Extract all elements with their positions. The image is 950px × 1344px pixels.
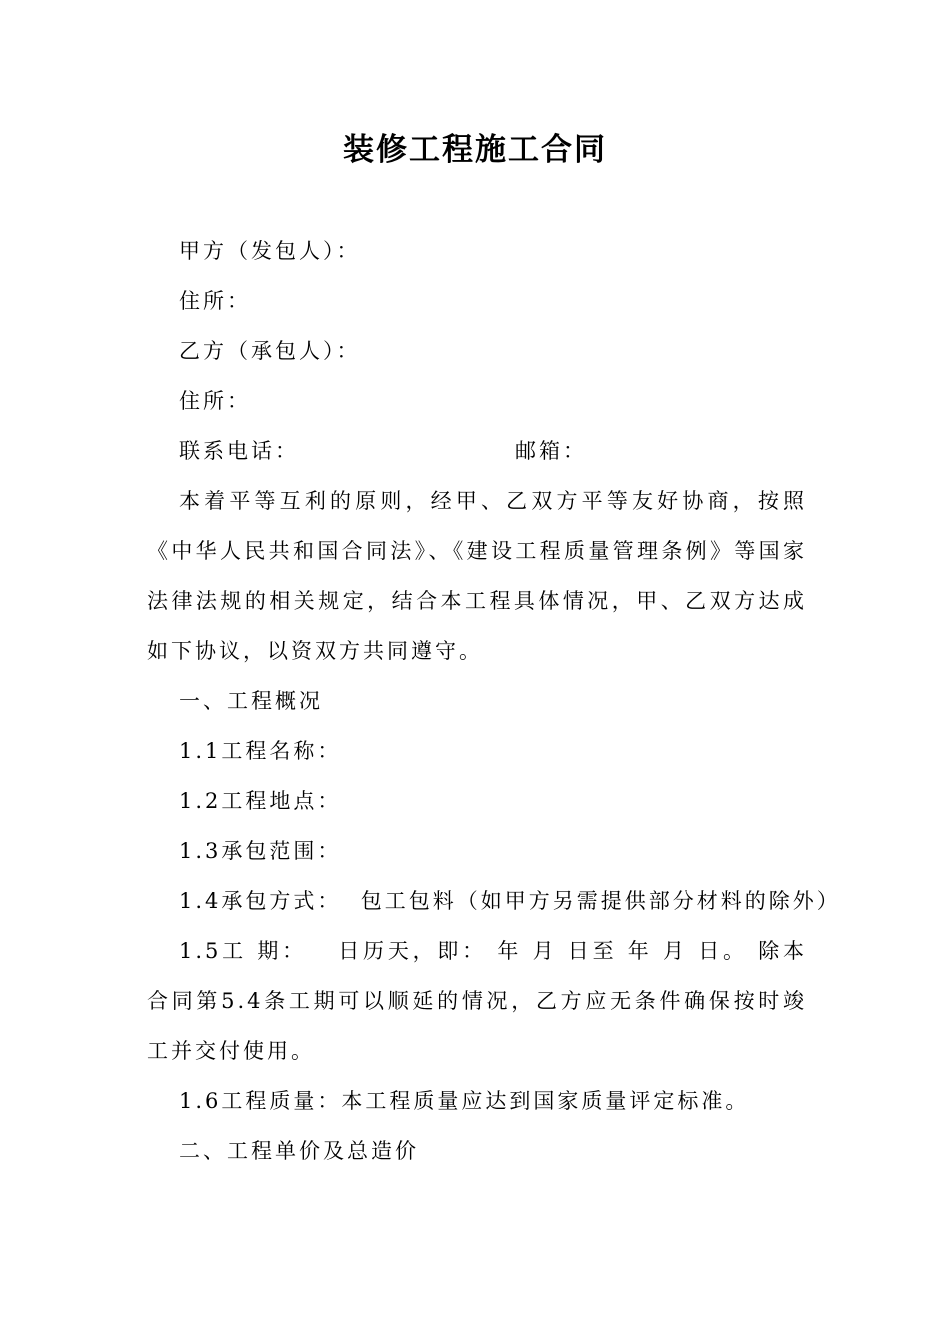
item-1-6: 1.6工程质量：本工程质量应达到国家质量评定标准。	[179, 1089, 750, 1113]
party-a-line: 甲方（发包人）：	[179, 239, 361, 263]
item-1-4: 1.4承包方式： 包工包料（如甲方另需提供部分材料的除外）	[179, 889, 841, 913]
party-b-address-line: 住所：	[179, 389, 251, 413]
contact-line	[147, 426, 807, 476]
item-1-1: 1.1工程名称：	[179, 739, 342, 763]
item-1-3: 1.3承包范围：	[179, 839, 342, 863]
section-1-heading: 一、工程概况	[179, 689, 323, 713]
party-a-address-line: 住所：	[179, 289, 251, 313]
party-b-line: 乙方（承包人）：	[179, 339, 361, 363]
contact-phone-label: 联系电话：	[179, 439, 299, 463]
document-body	[147, 226, 841, 1176]
document-title: 装修工程施工合同	[343, 132, 607, 168]
email-label: 邮箱：	[515, 439, 587, 463]
section-2-heading: 二、工程单价及总造价	[179, 1139, 419, 1163]
item-1-5: 1.5工 期： 日历天，即： 年 月 日至 年 月 日。 除本合同第5.4条工期可以顺延的情况，乙方应无条件确保按时竣工并交付使用。	[147, 939, 807, 1063]
item-1-2: 1.2工程地点：	[179, 789, 342, 813]
preamble-paragraph: 本着平等互利的原则，经甲、乙双方平等友好协商，按照《中华人民共和国合同法》、《建设工程质量管理条例》等国家法律法规的相关规定，结合本工程具体情况，甲、乙双方达成如下协议，以资双方共同遵守。	[147, 489, 807, 663]
